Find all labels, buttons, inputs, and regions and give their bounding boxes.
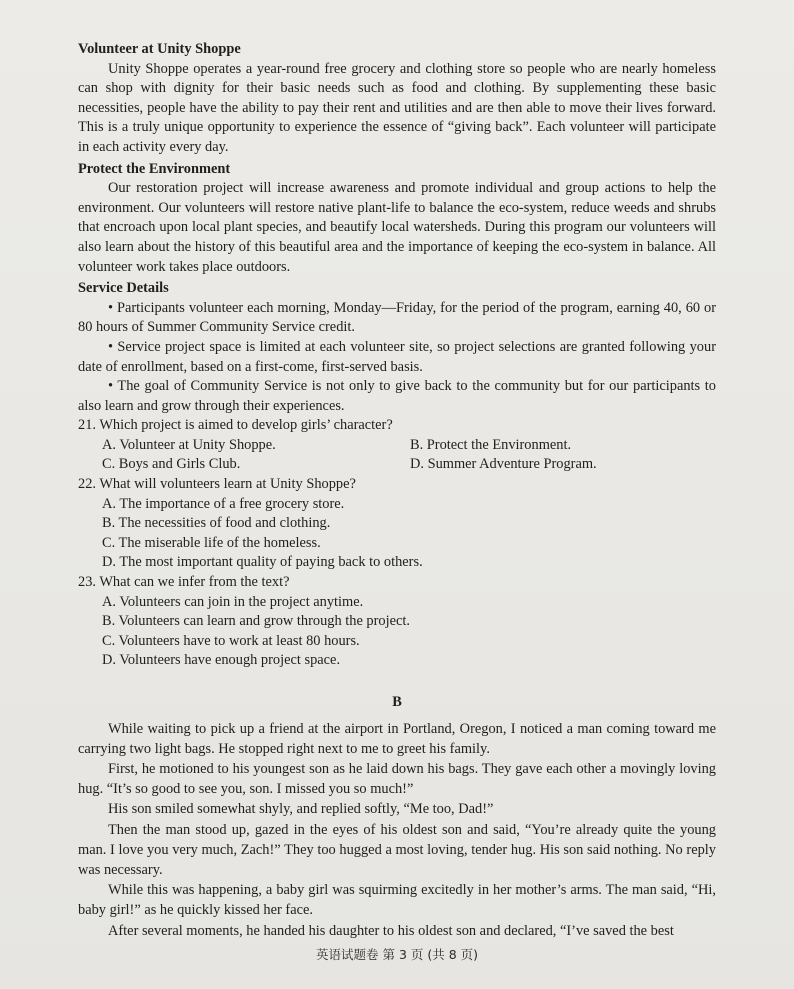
option-b: B. The necessities of food and clothing.	[102, 515, 331, 532]
option-c: C. The miserable life of the homeless.	[102, 534, 321, 551]
section-volunteer	[78, 40, 716, 158]
bullet-item: • Participants volunteer each morning, Monday—Friday, for the period of the program, earning 40, 60 or 80 hours of Summer Community Service credit.	[78, 299, 716, 336]
option-c: C. Boys and Girls Club.	[102, 456, 241, 473]
section-heading: Protect the Environment	[78, 160, 231, 177]
question-text: 22. What will volunteers learn at Unity Shoppe?	[78, 476, 356, 493]
section-paragraph: Unity Shoppe operates a year-round free grocery and clothing store so people who are nearly homeless can shop with dignity for their basic needs such as food and clothing. By supplementing these basic necessities, people have the ability to pay their rent and utilities and are then able to move their lives forward. This is a truly unique opportunity to experience the essence of “giving back”. Each volunteer will participate in each activity every day.	[78, 60, 716, 155]
story-paragraph: His son smiled somewhat shyly, and replied softly, “Me too, Dad!”	[108, 801, 494, 818]
answer-options	[102, 495, 716, 573]
question-23	[78, 573, 716, 671]
option-d: D. Volunteers have enough project space.	[102, 652, 341, 669]
section-environment	[78, 160, 716, 278]
option-a: A. The importance of a free grocery store.	[102, 495, 345, 512]
story-paragraph: After several moments, he handed his daughter to his oldest son and declared, “I’ve saved the best	[108, 922, 674, 939]
option-d: D. Summer Adventure Program.	[410, 456, 597, 473]
story-paragraph: While this was happening, a baby girl was squirming excitedly in her mother’s arms. The man said, “Hi, baby girl!” as he quickly kissed her face.	[78, 882, 716, 919]
option-a: A. Volunteer at Unity Shoppe.	[102, 436, 276, 453]
option-d: D. The most important quality of paying back to others.	[102, 554, 423, 571]
part-letter: B	[392, 694, 402, 710]
story-paragraph: Then the man stood up, gazed in the eyes of his oldest son and said, “You’re already quite the young man. I love you very much, Zach!” They too hugged a most loving, tender hug. His son said nothing. No reply was necessary.	[78, 821, 716, 879]
section-service-details	[78, 279, 716, 416]
option-b: B. Protect the Environment.	[410, 436, 572, 453]
option-b: B. Volunteers can learn and grow through the project.	[102, 613, 410, 630]
story-paragraph: While waiting to pick up a friend at the airport in Portland, Oregon, I noticed a man coming toward me carrying two light bags. He stopped right next to me to greet his family.	[78, 720, 716, 757]
answer-options	[102, 593, 716, 671]
question-21	[78, 416, 716, 475]
section-heading: Service Details	[78, 280, 169, 297]
question-text: 21. Which project is aimed to develop girls’ character?	[78, 417, 393, 434]
story-paragraph: First, he motioned to his youngest son as he laid down his bags. They gave each other a movingly loving hug. “It’s so good to see you, son. I missed you so much!”	[78, 761, 716, 798]
question-text: 23. What can we infer from the text?	[78, 574, 290, 591]
question-22	[78, 475, 716, 573]
section-heading: Volunteer at Unity Shoppe	[78, 41, 241, 57]
option-a: A. Volunteers can join in the project anytime.	[102, 593, 364, 610]
page-footer: 英语试题卷 第 3 页 (共 8 页)	[316, 947, 478, 962]
answer-options	[102, 436, 716, 475]
section-paragraph: Our restoration project will increase awareness and promote individual and group actions to help the environment. Our volunteers will restore native plant-life to balance the eco-system, reduce weeds and shrubs that encroach upon local plant species, and beautify local watersheds. During this program our volunteers will also learn about the history of this beautiful area and the importance of keeping the eco-system in balance. All volunteer work takes place outdoors.	[78, 180, 716, 275]
option-c: C. Volunteers have to work at least 80 hours.	[102, 632, 360, 649]
bullet-item: • Service project space is limited at each volunteer site, so project selections are granted following your date of enrollment, based on a first-come, first-served basis.	[78, 338, 716, 375]
part-b	[78, 693, 716, 941]
bullet-item: • The goal of Community Service is not only to give back to the community but for our participants to also learn and grow through their experiences.	[78, 378, 716, 414]
